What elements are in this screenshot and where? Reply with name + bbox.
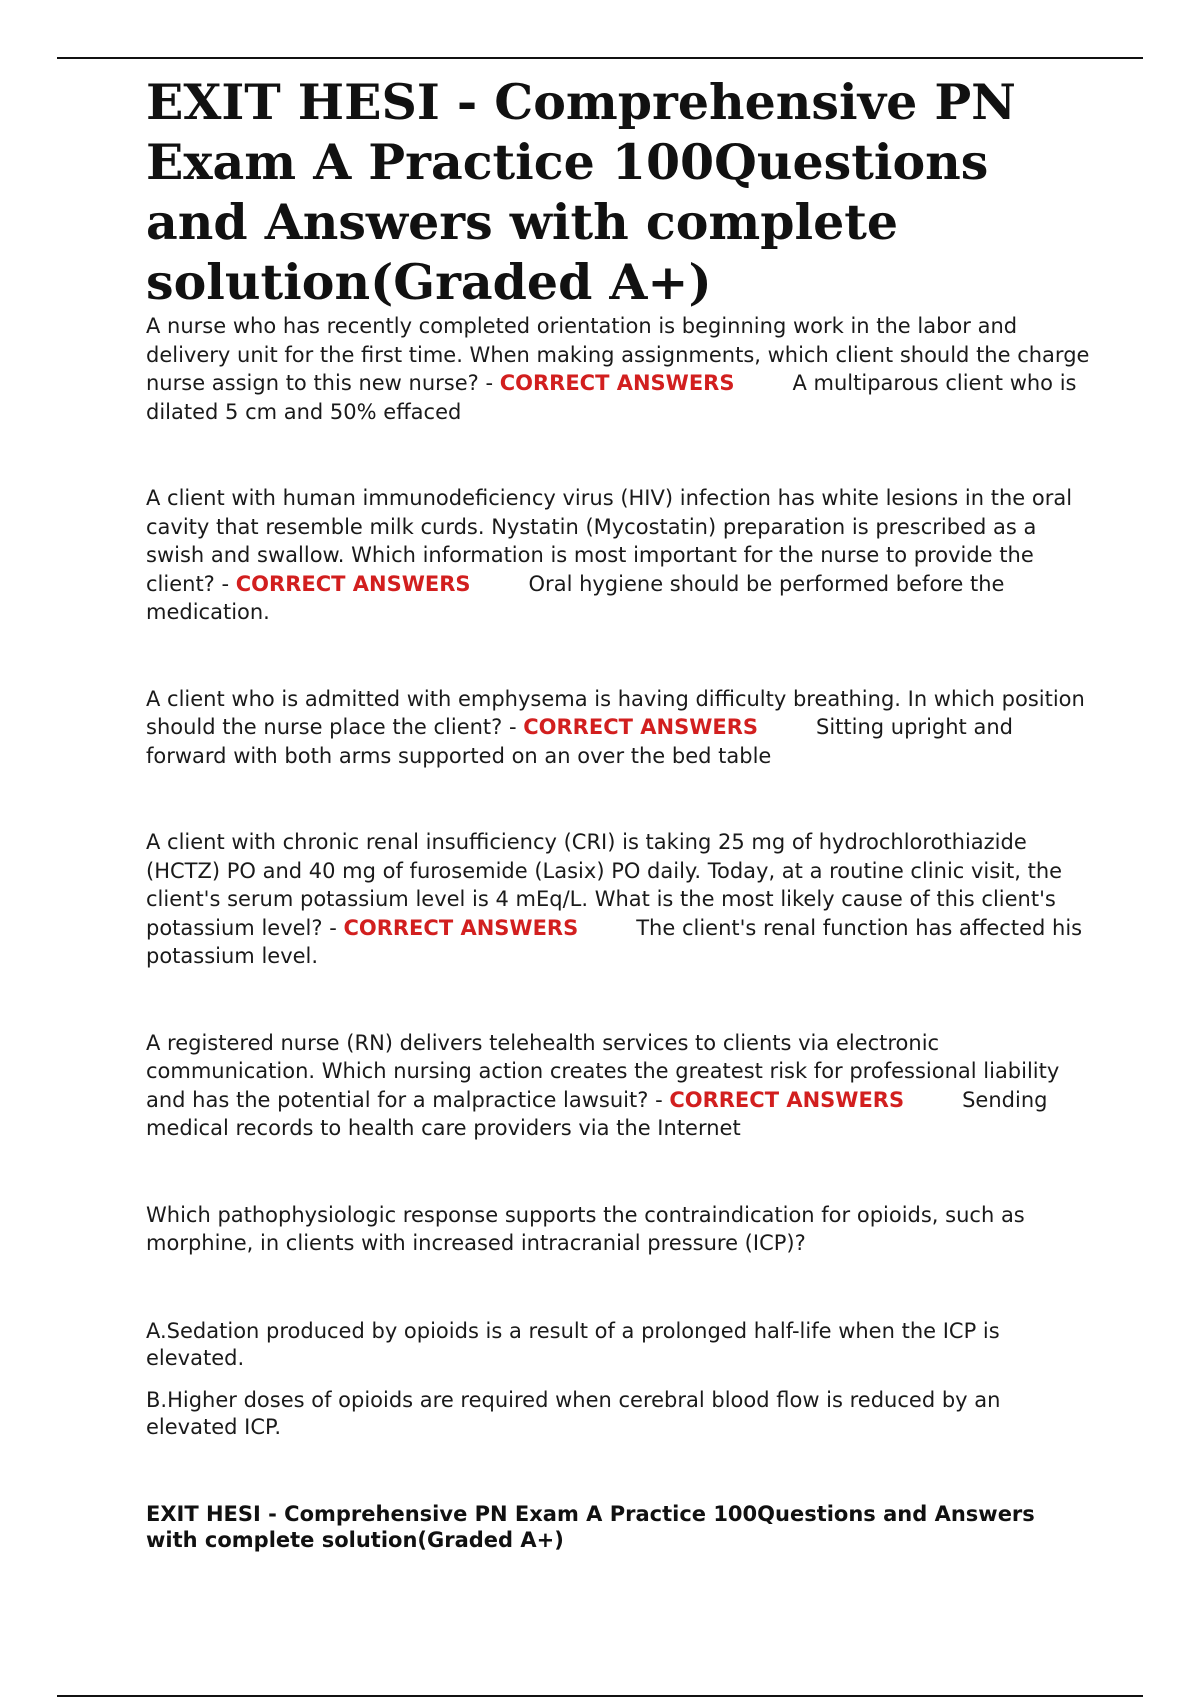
answer-text: Oral hygiene should be performed before the medication. — [146, 571, 1005, 624]
correct-answers-marker: CORRECT ANSWERS — [235, 571, 471, 596]
answer-text: A multiparous client who is dilated 5 cm and 50% effaced — [146, 371, 1077, 424]
answer-text: The client's renal function has affected his potassium level. — [146, 915, 1083, 968]
question-text: A nurse who has recently completed orientation is beginning work in the labor and delivery unit for the first time. When making assignments, which client should the charge nurse assign to this new nurse? - — [146, 314, 1090, 395]
qa-item-1 — [146, 312, 1091, 426]
question-text: A registered nurse (RN) delivers telehealth services to clients via electronic communication. Which nursing action creates the greatest risk for professional liability and has the potential for a malpractice lawsuit? - — [146, 1030, 1060, 1112]
qa-item-2 — [146, 484, 1091, 627]
qa-item-4 — [146, 828, 1091, 971]
answer-text: Sitting upright and forward with both arms supported on an over the bed table — [146, 715, 1013, 768]
option-a: A.Sedation produced by opioids is a result of a prolonged half-life when the ICP is elevated. — [146, 1318, 1000, 1370]
correct-answers-marker: CORRECT ANSWERS — [523, 715, 759, 739]
correct-answers-marker: CORRECT ANSWERS — [343, 915, 579, 940]
open-question: Which pathophysiologic response supports the contraindication for opioids, such as morphine, in clients with increased intracranial pressure (ICP)? — [146, 1202, 1025, 1255]
question-text: A client with human immunodeficiency virus (HIV) infection has white lesions in the oral cavity that resemble milk curds. Nystatin (Mycostatin) preparation is prescribed as a swish and swallow. Which information is most important for the nurse to provide the client? - — [146, 486, 1073, 596]
document-body — [146, 72, 1091, 1553]
document-title: EXIT HESI - Comprehensive PN Exam A Practice 100Questions and Answers with complete solution(Graded A+) — [146, 73, 1016, 311]
qa-item-3 — [146, 685, 1091, 771]
option-b: B.Higher doses of opioids are required when cerebral blood flow is reduced by an elevated ICP. — [146, 1387, 1001, 1439]
answer-text: Sending medical records to health care providers via the Internet — [146, 1087, 1048, 1140]
correct-answers-marker: CORRECT ANSWERS — [669, 1087, 905, 1112]
correct-answers-marker: CORRECT ANSWERS — [499, 371, 735, 395]
question-text: A client with chronic renal insufficiency (CRI) is taking 25 mg of hydrochlorothiazide (HCTZ) PO and 40 mg of furosemide (Lasix) PO daily. Today, at a routine clinic visit, the client's serum potassium level is 4 mEq/L. What is the most likely cause of this client's potassium level? - — [146, 830, 1063, 940]
bottom-rule — [57, 1695, 1143, 1697]
question-text: A client who is admitted with emphysema is having difficulty breathing. In which position should the nurse place the client? - — [146, 686, 1085, 739]
top-rule — [57, 57, 1143, 59]
qa-item-5 — [146, 1029, 1091, 1143]
footer-title: EXIT HESI - Comprehensive PN Exam A Practice 100Questions and Answers with complete solution(Graded A+) — [146, 1501, 1035, 1552]
